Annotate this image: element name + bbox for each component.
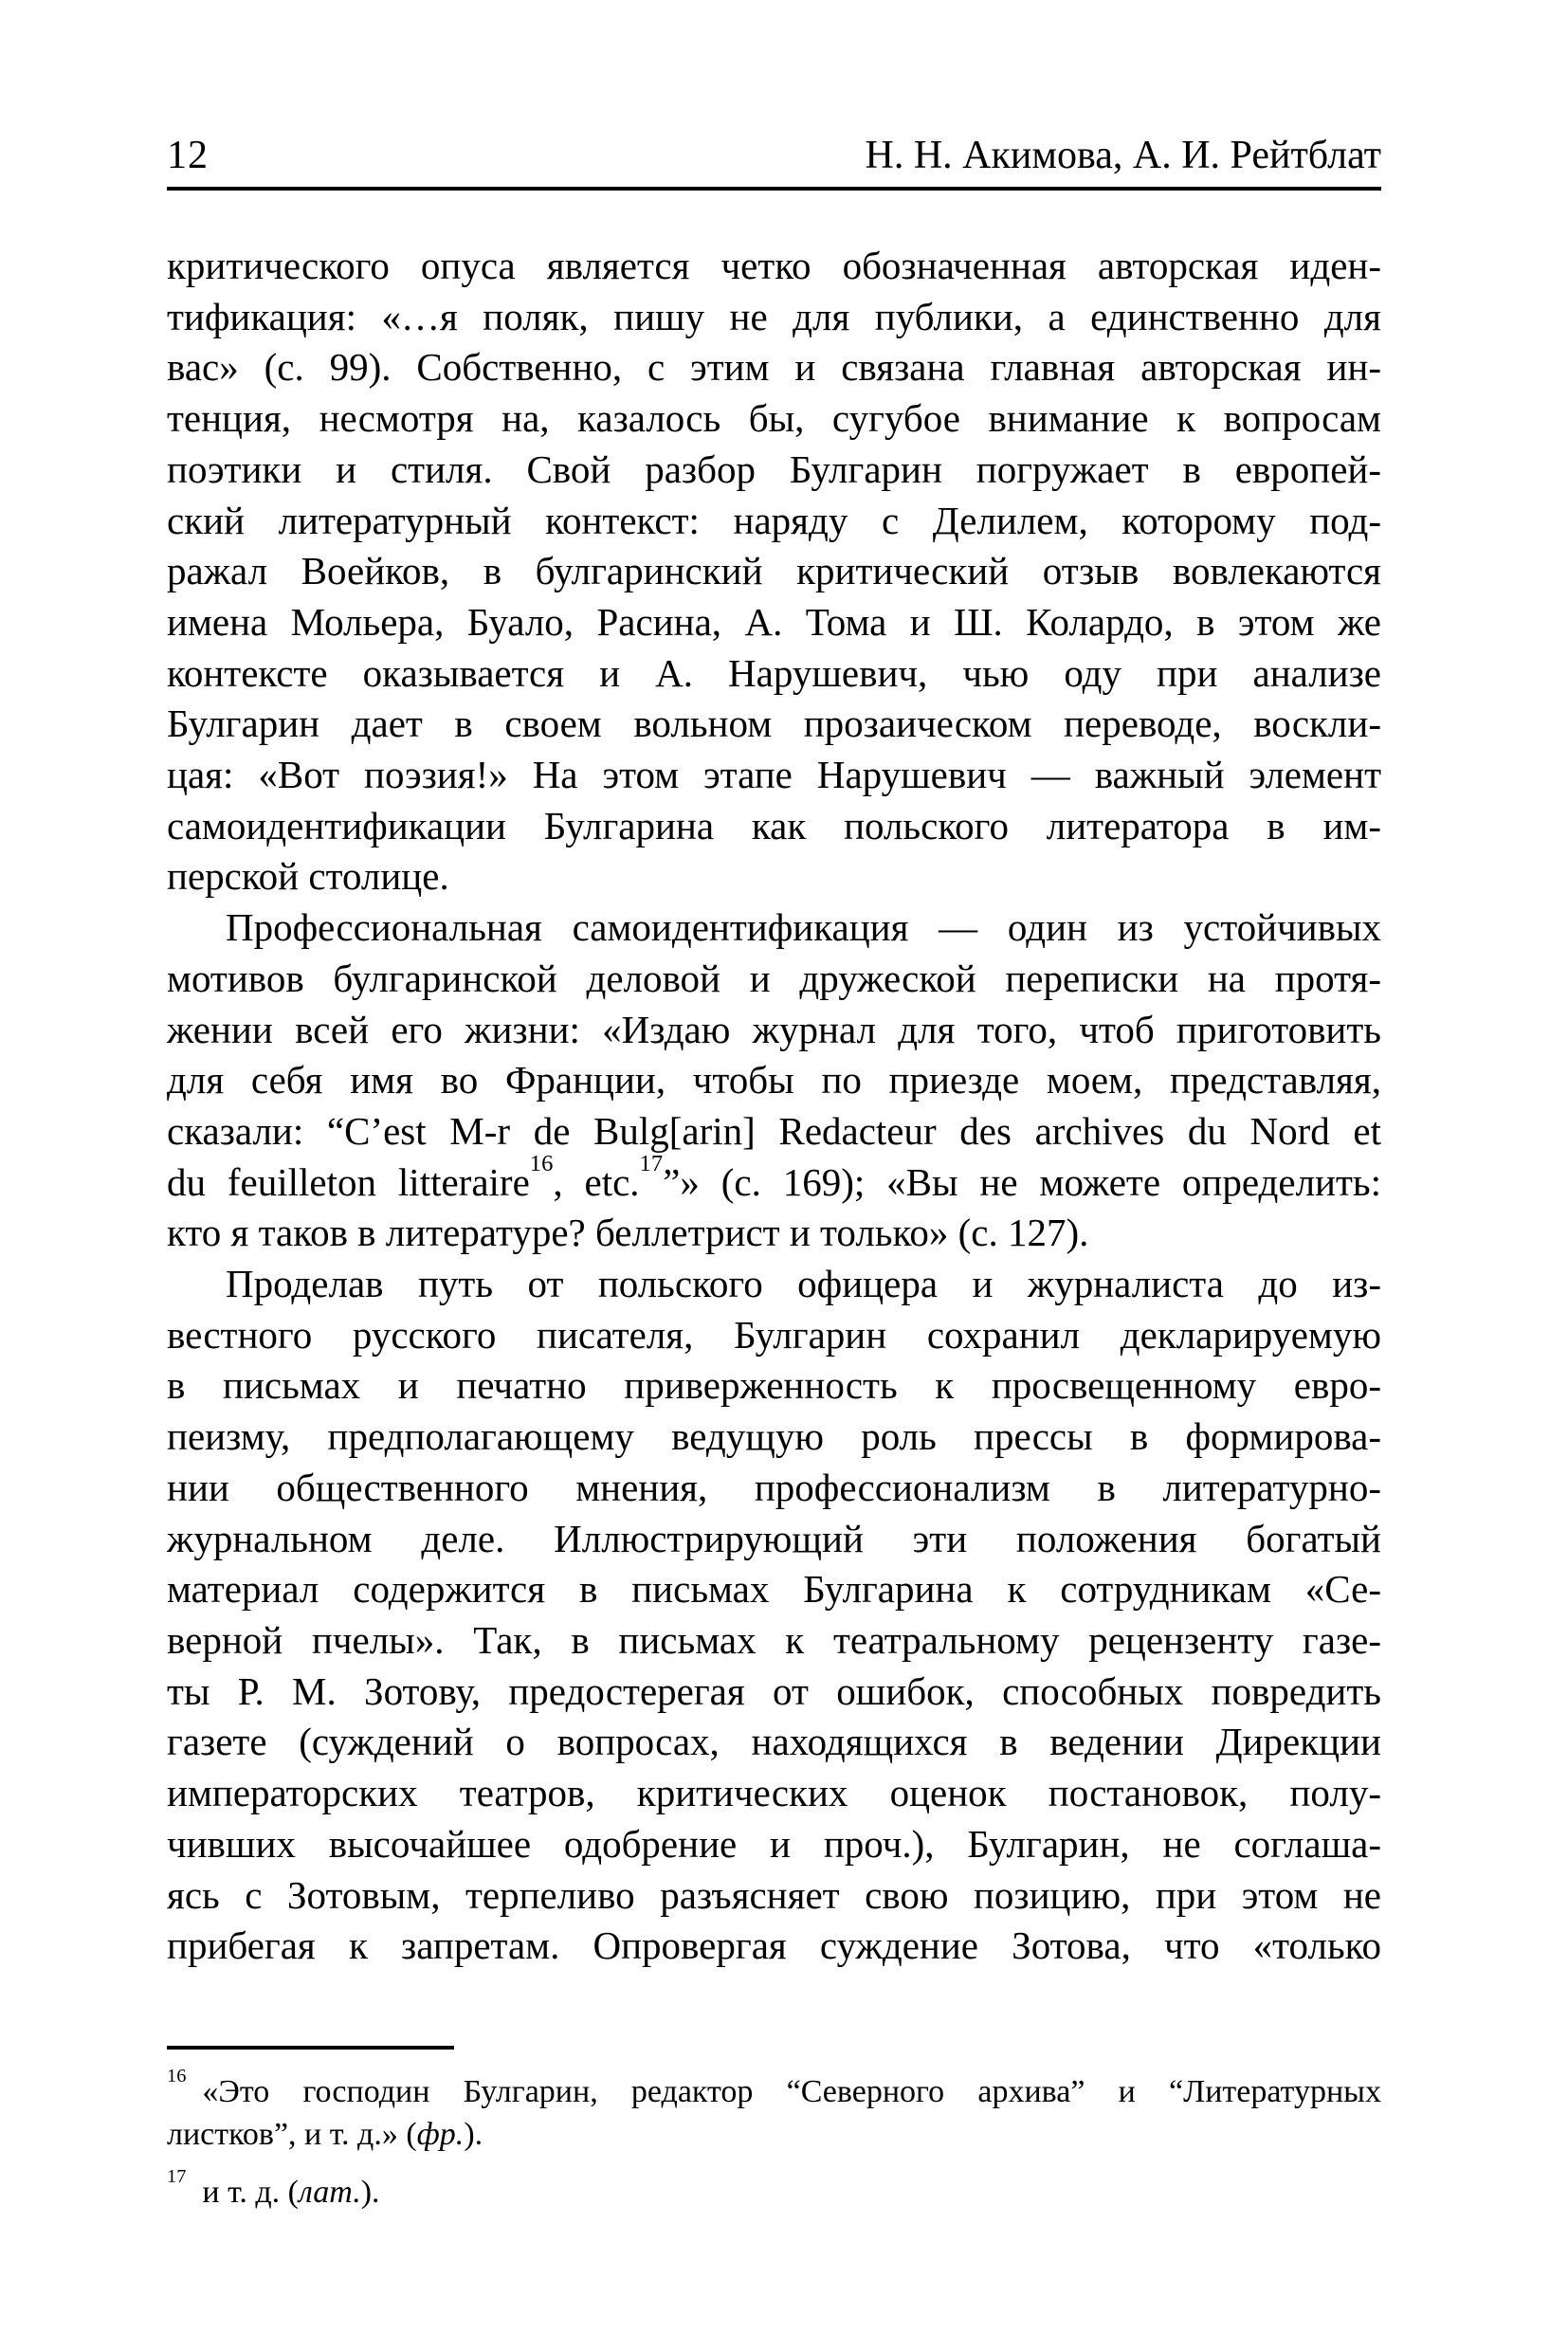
footnote-separator-rule: [167, 2046, 454, 2050]
running-head-authors: Н. Н. Акимова, А. И. Рейтблат: [865, 134, 1381, 177]
body-line: критического опуса является четко обозначенная авторская иден-: [167, 244, 1381, 287]
body-line: верной пчелы». Так, в письмах к театральному рецензенту газе-: [167, 1617, 1381, 1662]
body-line: вас» (с. 99). Собственно, с этим и связана главная авторская ин-: [167, 345, 1381, 390]
running-header: [167, 133, 1381, 191]
body-line: контексте оказывается и А. Нарушевич, чью оду при анализе: [167, 650, 1381, 695]
body-line: имена Мольера, Буало, Расина, А. Тома и Ш. Колардо, в этом же: [167, 599, 1381, 644]
body-line: чивших высочайшее одобрение и проч.), Булгарин, не соглаша-: [167, 1821, 1381, 1866]
body-line: тификация: «…я поляк, пишу не для публики, а единственно для: [167, 294, 1381, 338]
footnotes: [167, 2065, 1381, 2229]
body-line: кто я таков в литературе? беллетрист и только» (с. 127).: [167, 1211, 1089, 1255]
body-line: ты Р. М. Зотову, предостерегая от ошибок, способных повредить: [167, 1668, 1381, 1713]
body-line: мотивов булгаринской деловой и дружеской переписки на протя-: [167, 956, 1381, 1000]
body-line: в письмах и печатно приверженность к просвещенному евро-: [167, 1363, 1381, 1408]
body-line: сказали: “C’est M-r de Bulg[arin] Redacteur des archives du Nord et: [167, 1108, 1381, 1153]
footnote-line: $^{16}$ «Это господин Булгарин, редактор “Северного архива” и “Литературных: [167, 2065, 1381, 2109]
body-line: нии общественного мнения, профессионализм в литературно-: [167, 1465, 1381, 1509]
footnote-marker: 16: [167, 2065, 187, 2087]
footnote-16: [167, 2065, 1381, 2156]
body-line: Проделав путь от польского офицера и журналиста до из-: [226, 1262, 1381, 1306]
body-line: газете (суждений о вопросах, находящихся в ведении Дирекции: [167, 1720, 1381, 1764]
body-line: du feuilleton litteraire$^{16}$, etc.$^{17}$”» (с. 169); «Вы не можете определить:: [167, 1150, 1381, 1204]
body-line: императорских театров, критических оценок постановок, полу-: [167, 1771, 1381, 1815]
body-line: поэтики и стиля. Свой разбор Булгарин погружает в европей-: [167, 447, 1381, 491]
body-line: материал содержится в письмах Булгарина к сотрудникам «Се-: [167, 1567, 1381, 1612]
body-line: журнальном деле. Иллюстрирующий эти положения богатый: [167, 1516, 1381, 1560]
body-line: самоидентификации Булгарина как польского литератора в им-: [167, 803, 1381, 847]
body-line: Булгарин дает в своем вольном прозаическом переводе, воскли-: [167, 702, 1381, 746]
page-number: 12: [167, 134, 209, 177]
body-line: ражал Воейков, в булгаринский критический отзыв вовлекаются: [167, 549, 1381, 593]
body-line: ясь с Зотовым, терпеливо разъясняет свою позицию, при этом не: [167, 1872, 1381, 1917]
body-line: вестного русского писателя, Булгарин сохранил декларируемую: [167, 1312, 1381, 1357]
body-line: пеизму, предполагающему ведущую роль прессы в формирова-: [167, 1414, 1381, 1459]
footnote-line: $^{17}$ и т. д. (лат.).: [167, 2165, 380, 2210]
footnote-17: [167, 2165, 1381, 2214]
body-line: жении всей его жизни: «Издаю журнал для того, чтоб приготовить: [167, 1007, 1381, 1051]
body-line: тенция, несмотря на, казалось бы, сугубое внимание к вопросам: [167, 396, 1381, 441]
footnote-marker: 17: [167, 2165, 187, 2187]
body-line: ский литературный контекст: наряду с Делилем, которому под-: [167, 498, 1381, 542]
body-line: для себя имя во Франции, чтобы по приезде моем, представляя,: [167, 1058, 1381, 1103]
body-line: Профессиональная самоидентификация — один из устойчивых: [226, 905, 1381, 950]
footnote-line: листков”, и т. д.» (фр.).: [167, 2117, 483, 2152]
body-line: цая: «Вот поэзия!» На этом этапе Нарушевич — важный элемент: [167, 753, 1381, 797]
body-text: [167, 241, 1381, 1972]
body-line: прибегая к запретам. Опровергая суждение Зотова, что «только: [167, 1923, 1381, 1968]
body-line: перской столице.: [167, 854, 449, 899]
